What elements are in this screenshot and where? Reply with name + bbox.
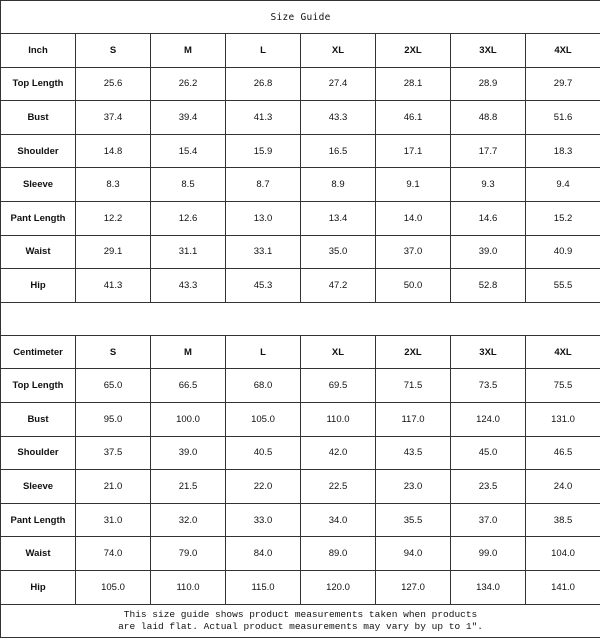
table-row bbox=[1, 269, 600, 303]
measurement-value: 117.0 bbox=[376, 402, 451, 436]
table-row bbox=[1, 201, 600, 235]
measurement-value: 66.5 bbox=[151, 369, 226, 403]
measurement-value: 46.1 bbox=[376, 101, 451, 135]
measurement-label: Waist bbox=[1, 235, 76, 269]
measurement-value: 46.5 bbox=[526, 436, 600, 470]
measurement-value: 41.3 bbox=[226, 101, 301, 135]
measurement-value: 13.4 bbox=[301, 201, 376, 235]
measurement-value: 22.5 bbox=[301, 470, 376, 504]
measurement-value: 134.0 bbox=[451, 570, 526, 604]
table-row bbox=[1, 67, 600, 101]
measurement-value: 22.0 bbox=[226, 470, 301, 504]
measurement-value: 16.5 bbox=[301, 134, 376, 168]
measurement-value: 26.2 bbox=[151, 67, 226, 101]
measurement-value: 18.3 bbox=[526, 134, 600, 168]
table-row bbox=[1, 436, 600, 470]
size-header-2xl: 2XL bbox=[376, 34, 451, 68]
size-header-s: S bbox=[76, 335, 151, 369]
measurement-value: 89.0 bbox=[301, 537, 376, 571]
measurement-value: 25.6 bbox=[76, 67, 151, 101]
measurement-label: Sleeve bbox=[1, 470, 76, 504]
table-row bbox=[1, 369, 600, 403]
measurement-value: 12.2 bbox=[76, 201, 151, 235]
size-guide-body bbox=[1, 1, 600, 638]
footer-note bbox=[1, 604, 600, 637]
measurement-value: 27.4 bbox=[301, 67, 376, 101]
measurement-value: 42.0 bbox=[301, 436, 376, 470]
measurement-label: Bust bbox=[1, 101, 76, 135]
centimeter-unit-label: Centimeter bbox=[1, 335, 76, 369]
measurement-value: 105.0 bbox=[226, 402, 301, 436]
measurement-label: Shoulder bbox=[1, 134, 76, 168]
size-header-s: S bbox=[76, 34, 151, 68]
inch-unit-label: Inch bbox=[1, 34, 76, 68]
measurement-value: 75.5 bbox=[526, 369, 600, 403]
measurement-value: 33.1 bbox=[226, 235, 301, 269]
measurement-value: 9.1 bbox=[376, 168, 451, 202]
size-header-2xl: 2XL bbox=[376, 335, 451, 369]
measurement-value: 34.0 bbox=[301, 503, 376, 537]
measurement-value: 39.0 bbox=[151, 436, 226, 470]
size-header-l: L bbox=[226, 335, 301, 369]
measurement-value: 40.9 bbox=[526, 235, 600, 269]
measurement-label: Bust bbox=[1, 402, 76, 436]
measurement-value: 37.0 bbox=[376, 235, 451, 269]
measurement-value: 26.8 bbox=[226, 67, 301, 101]
measurement-value: 120.0 bbox=[301, 570, 376, 604]
measurement-value: 95.0 bbox=[76, 402, 151, 436]
table-row bbox=[1, 570, 600, 604]
measurement-label: Pant Length bbox=[1, 201, 76, 235]
table-row bbox=[1, 503, 600, 537]
page-title: Size Guide bbox=[1, 1, 600, 34]
measurement-value: 43.3 bbox=[151, 269, 226, 303]
measurement-value: 23.0 bbox=[376, 470, 451, 504]
table-row bbox=[1, 168, 600, 202]
measurement-value: 14.6 bbox=[451, 201, 526, 235]
measurement-value: 35.0 bbox=[301, 235, 376, 269]
measurement-value: 48.8 bbox=[451, 101, 526, 135]
measurement-value: 71.5 bbox=[376, 369, 451, 403]
measurement-label: Hip bbox=[1, 570, 76, 604]
size-header-m: M bbox=[151, 34, 226, 68]
measurement-label: Hip bbox=[1, 269, 76, 303]
section-spacer bbox=[1, 302, 600, 335]
size-header-xl: XL bbox=[301, 335, 376, 369]
measurement-value: 31.0 bbox=[76, 503, 151, 537]
measurement-value: 23.5 bbox=[451, 470, 526, 504]
measurement-value: 33.0 bbox=[226, 503, 301, 537]
title-row bbox=[1, 1, 600, 34]
measurement-value: 14.8 bbox=[76, 134, 151, 168]
measurement-value: 37.0 bbox=[451, 503, 526, 537]
measurement-value: 68.0 bbox=[226, 369, 301, 403]
table-row bbox=[1, 101, 600, 135]
measurement-label: Waist bbox=[1, 537, 76, 571]
footer-row bbox=[1, 604, 600, 637]
measurement-value: 38.5 bbox=[526, 503, 600, 537]
measurement-value: 131.0 bbox=[526, 402, 600, 436]
measurement-label: Top Length bbox=[1, 369, 76, 403]
measurement-value: 15.4 bbox=[151, 134, 226, 168]
table-row bbox=[1, 235, 600, 269]
measurement-value: 99.0 bbox=[451, 537, 526, 571]
measurement-value: 105.0 bbox=[76, 570, 151, 604]
measurement-value: 41.3 bbox=[76, 269, 151, 303]
measurement-value: 21.0 bbox=[76, 470, 151, 504]
measurement-value: 35.5 bbox=[376, 503, 451, 537]
measurement-value: 39.4 bbox=[151, 101, 226, 135]
size-header-m: M bbox=[151, 335, 226, 369]
measurement-value: 32.0 bbox=[151, 503, 226, 537]
measurement-value: 8.7 bbox=[226, 168, 301, 202]
measurement-value: 94.0 bbox=[376, 537, 451, 571]
measurement-value: 37.5 bbox=[76, 436, 151, 470]
measurement-value: 110.0 bbox=[151, 570, 226, 604]
measurement-value: 115.0 bbox=[226, 570, 301, 604]
measurement-value: 9.4 bbox=[526, 168, 600, 202]
measurement-value: 47.2 bbox=[301, 269, 376, 303]
measurement-label: Top Length bbox=[1, 67, 76, 101]
measurement-value: 28.1 bbox=[376, 67, 451, 101]
measurement-value: 13.0 bbox=[226, 201, 301, 235]
measurement-value: 124.0 bbox=[451, 402, 526, 436]
measurement-value: 40.5 bbox=[226, 436, 301, 470]
measurement-value: 9.3 bbox=[451, 168, 526, 202]
measurement-value: 43.5 bbox=[376, 436, 451, 470]
measurement-value: 50.0 bbox=[376, 269, 451, 303]
measurement-value: 84.0 bbox=[226, 537, 301, 571]
measurement-value: 73.5 bbox=[451, 369, 526, 403]
measurement-value: 12.6 bbox=[151, 201, 226, 235]
measurement-value: 110.0 bbox=[301, 402, 376, 436]
measurement-value: 29.7 bbox=[526, 67, 600, 101]
section-spacer-row bbox=[1, 302, 600, 335]
measurement-value: 43.3 bbox=[301, 101, 376, 135]
measurement-value: 24.0 bbox=[526, 470, 600, 504]
measurement-value: 79.0 bbox=[151, 537, 226, 571]
measurement-value: 28.9 bbox=[451, 67, 526, 101]
measurement-value: 15.2 bbox=[526, 201, 600, 235]
measurement-value: 17.7 bbox=[451, 134, 526, 168]
measurement-value: 29.1 bbox=[76, 235, 151, 269]
measurement-value: 37.4 bbox=[76, 101, 151, 135]
table-row bbox=[1, 470, 600, 504]
measurement-value: 69.5 bbox=[301, 369, 376, 403]
measurement-label: Sleeve bbox=[1, 168, 76, 202]
measurement-value: 17.1 bbox=[376, 134, 451, 168]
measurement-value: 14.0 bbox=[376, 201, 451, 235]
measurement-value: 51.6 bbox=[526, 101, 600, 135]
measurement-value: 8.5 bbox=[151, 168, 226, 202]
measurement-value: 65.0 bbox=[76, 369, 151, 403]
measurement-label: Shoulder bbox=[1, 436, 76, 470]
measurement-value: 127.0 bbox=[376, 570, 451, 604]
measurement-value: 8.9 bbox=[301, 168, 376, 202]
measurement-value: 100.0 bbox=[151, 402, 226, 436]
size-header-4xl: 4XL bbox=[526, 335, 600, 369]
measurement-value: 15.9 bbox=[226, 134, 301, 168]
measurement-value: 141.0 bbox=[526, 570, 600, 604]
measurement-value: 45.0 bbox=[451, 436, 526, 470]
measurement-value: 21.5 bbox=[151, 470, 226, 504]
measurement-value: 55.5 bbox=[526, 269, 600, 303]
footer-line-1: This size guide shows product measurements taken when products bbox=[123, 608, 478, 620]
measurement-value: 74.0 bbox=[76, 537, 151, 571]
size-header-l: L bbox=[226, 34, 301, 68]
measurement-value: 52.8 bbox=[451, 269, 526, 303]
measurement-label: Pant Length bbox=[1, 503, 76, 537]
table-row bbox=[1, 537, 600, 571]
measurement-value: 104.0 bbox=[526, 537, 600, 571]
table-row bbox=[1, 134, 600, 168]
inch-header-row bbox=[1, 34, 600, 68]
size-header-xl: XL bbox=[301, 34, 376, 68]
size-header-3xl: 3XL bbox=[451, 34, 526, 68]
measurement-value: 8.3 bbox=[76, 168, 151, 202]
measurement-value: 39.0 bbox=[451, 235, 526, 269]
centimeter-header-row bbox=[1, 335, 600, 369]
size-header-4xl: 4XL bbox=[526, 34, 600, 68]
footer-line-2: are laid flat. Actual product measurements may vary by up to 1". bbox=[118, 620, 483, 632]
size-header-3xl: 3XL bbox=[451, 335, 526, 369]
table-row bbox=[1, 402, 600, 436]
measurement-value: 45.3 bbox=[226, 269, 301, 303]
measurement-value: 31.1 bbox=[151, 235, 226, 269]
